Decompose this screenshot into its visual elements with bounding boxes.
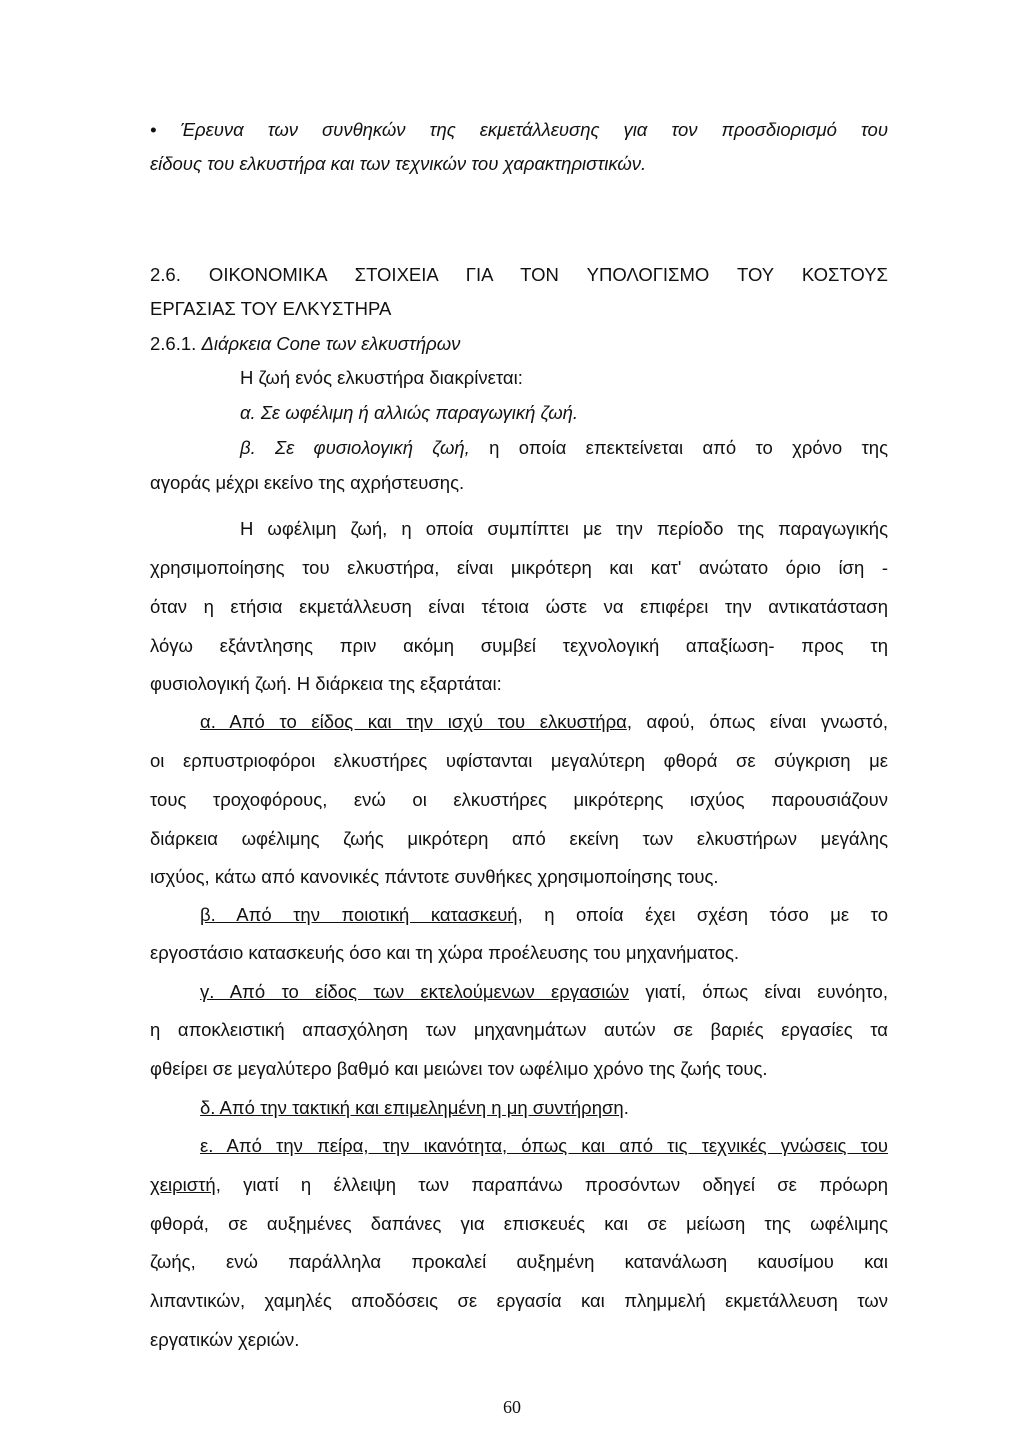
bullet-line-2: είδους του ελκυστήρα και των τεχνικών του χαρακτηριστικών. — [150, 153, 647, 174]
paragraph-line: όταν η ετήσια εκμετάλλευση είναι τέτοια ώστε να επιφέρει την αντικατάσταση — [150, 596, 888, 617]
subsection-number: 2.6.1. — [150, 333, 202, 354]
section-title-line-1: 2.6. ΟΙΚΟΝΟΜΙΚΑ ΣΤΟΙΧΕΙΑ ΓΙΑ ΤΟΝ ΥΠΟΛΟΓΙΣΜΟ ΤΟΥ ΚΟΣΤΟΥΣ — [150, 264, 888, 285]
paragraph-line: χρησιμοποίησης του ελκυστήρα, είναι μικρότερη και κατ' ανώτατο όριο ίση - — [150, 557, 888, 578]
page-number: 60 — [503, 1397, 521, 1417]
subsection-title: Διάρκεια Cone των ελκυστήρων — [201, 333, 461, 354]
life-physiological-line-1 — [240, 436, 888, 460]
factor-c-label: γ. Από το είδος των εκτελούμενων εργασιών — [200, 981, 629, 1002]
factor-e-rest: , γιατί η έλλειψη των παραπάνω προσόντων οδηγεί σε πρόωρη — [215, 1174, 888, 1195]
factor-b-line-1 — [200, 903, 888, 927]
subsection-heading — [150, 332, 888, 356]
paragraph-line: Η ωφέλιμη ζωή, η οποία συμπίπτει με την περίοδο της παραγωγικής — [240, 518, 888, 539]
paragraph-line: λόγω εξάντλησης πριν ακόμη συμβεί τεχνολογική απαξίωση- προς τη — [150, 635, 888, 656]
factor-e-line-2 — [150, 1173, 888, 1197]
factor-c-rest: γιατί, όπως είναι ευνόητο, — [629, 981, 888, 1002]
factor-a-line: ισχύος, κάτω από κανονικές πάντοτε συνθήκες χρησιμοποίησης τους. — [150, 866, 719, 887]
factor-a-line: οι ερπυστριοφόροι ελκυστήρες υφίστανται μεγαλύτερη φθορά σε σύγκριση με — [150, 750, 888, 771]
factor-b-label: β. Από την ποιοτική κατασκευή — [200, 904, 518, 925]
life-intro: Η ζωή ενός ελκυστήρα διακρίνεται: — [240, 367, 523, 388]
life-physiological-line-2: αγοράς μέχρι εκείνο της αχρήστευσης. — [150, 472, 465, 493]
factor-a-line: τους τροχοφόρους, ενώ οι ελκυστήρες μικρότερης ισχύος παρουσιάζουν — [150, 789, 888, 810]
factor-e-line: λιπαντικών, χαμηλές αποδόσεις σε εργασία και πλημμελή εκμετάλλευση των — [150, 1290, 888, 1311]
paragraph-line: φυσιολογική ζωή. Η διάρκεια της εξαρτάται: — [150, 673, 502, 694]
bullet-line-1: • Έρευνα των συνθηκών της εκμετάλλευσης για τον προσδιορισμό του — [150, 119, 888, 140]
factor-a-rest: , αφού, όπως είναι γνωστό, — [626, 711, 888, 732]
factor-e-line-1: ε. Από την πείρα, την ικανότητα, όπως και από τις τεχνικές γνώσεις του — [200, 1135, 888, 1156]
life-physiological-label: β. Σε φυσιολογική ζωή, — [240, 437, 470, 458]
factor-d-rest: . — [623, 1097, 629, 1118]
factor-d-line — [200, 1096, 888, 1120]
factor-c-line: φθείρει σε μεγαλύτερο βαθμό και μειώνει τον ωφέλιμο χρόνο της ζωής τους. — [150, 1058, 768, 1079]
factor-a-line-1 — [200, 710, 888, 734]
factor-e-label-2: χειριστή — [150, 1174, 216, 1195]
factor-b-line-2: εργοστάσιο κατασκευής όσο και τη χώρα προέλευσης του μηχανήματος. — [150, 942, 740, 963]
factor-c-line-1 — [200, 980, 888, 1004]
factor-c-line: η αποκλειστική απασχόληση των μηχανημάτων αυτών σε βαριές εργασίες τα — [150, 1019, 888, 1040]
factor-a-label: α. Από το είδος και την ισχύ του ελκυστήρα — [200, 711, 627, 732]
life-physiological-rest: η οποία επεκτείνεται από το χρόνο της — [469, 437, 889, 458]
factor-e-line: φθορά, σε αυξημένες δαπάνες για επισκευές και σε μείωση της ωφέλιμης — [150, 1213, 888, 1234]
factor-d-label: δ. Από την τακτική και επιμελημένη η μη συντήρηση — [200, 1097, 624, 1118]
life-useful: α. Σε ωφέλιμη ή αλλιώς παραγωγική ζωή. — [240, 402, 579, 423]
factor-a-line: διάρκεια ωφέλιμης ζωής μικρότερη από εκείνη των ελκυστήρων μεγάλης — [150, 828, 888, 849]
section-title-line-2: ΕΡΓΑΣΙΑΣ ΤΟΥ ΕΛΚΥΣΤΗΡΑ — [150, 298, 392, 319]
factor-e-line: ζωής, ενώ παράλληλα προκαλεί αυξημένη κατανάλωση καυσίμου και — [150, 1251, 888, 1272]
factor-b-rest: , η οποία έχει σχέση τόσο με το — [517, 904, 888, 925]
factor-e-line: εργατικών χεριών. — [150, 1329, 300, 1350]
